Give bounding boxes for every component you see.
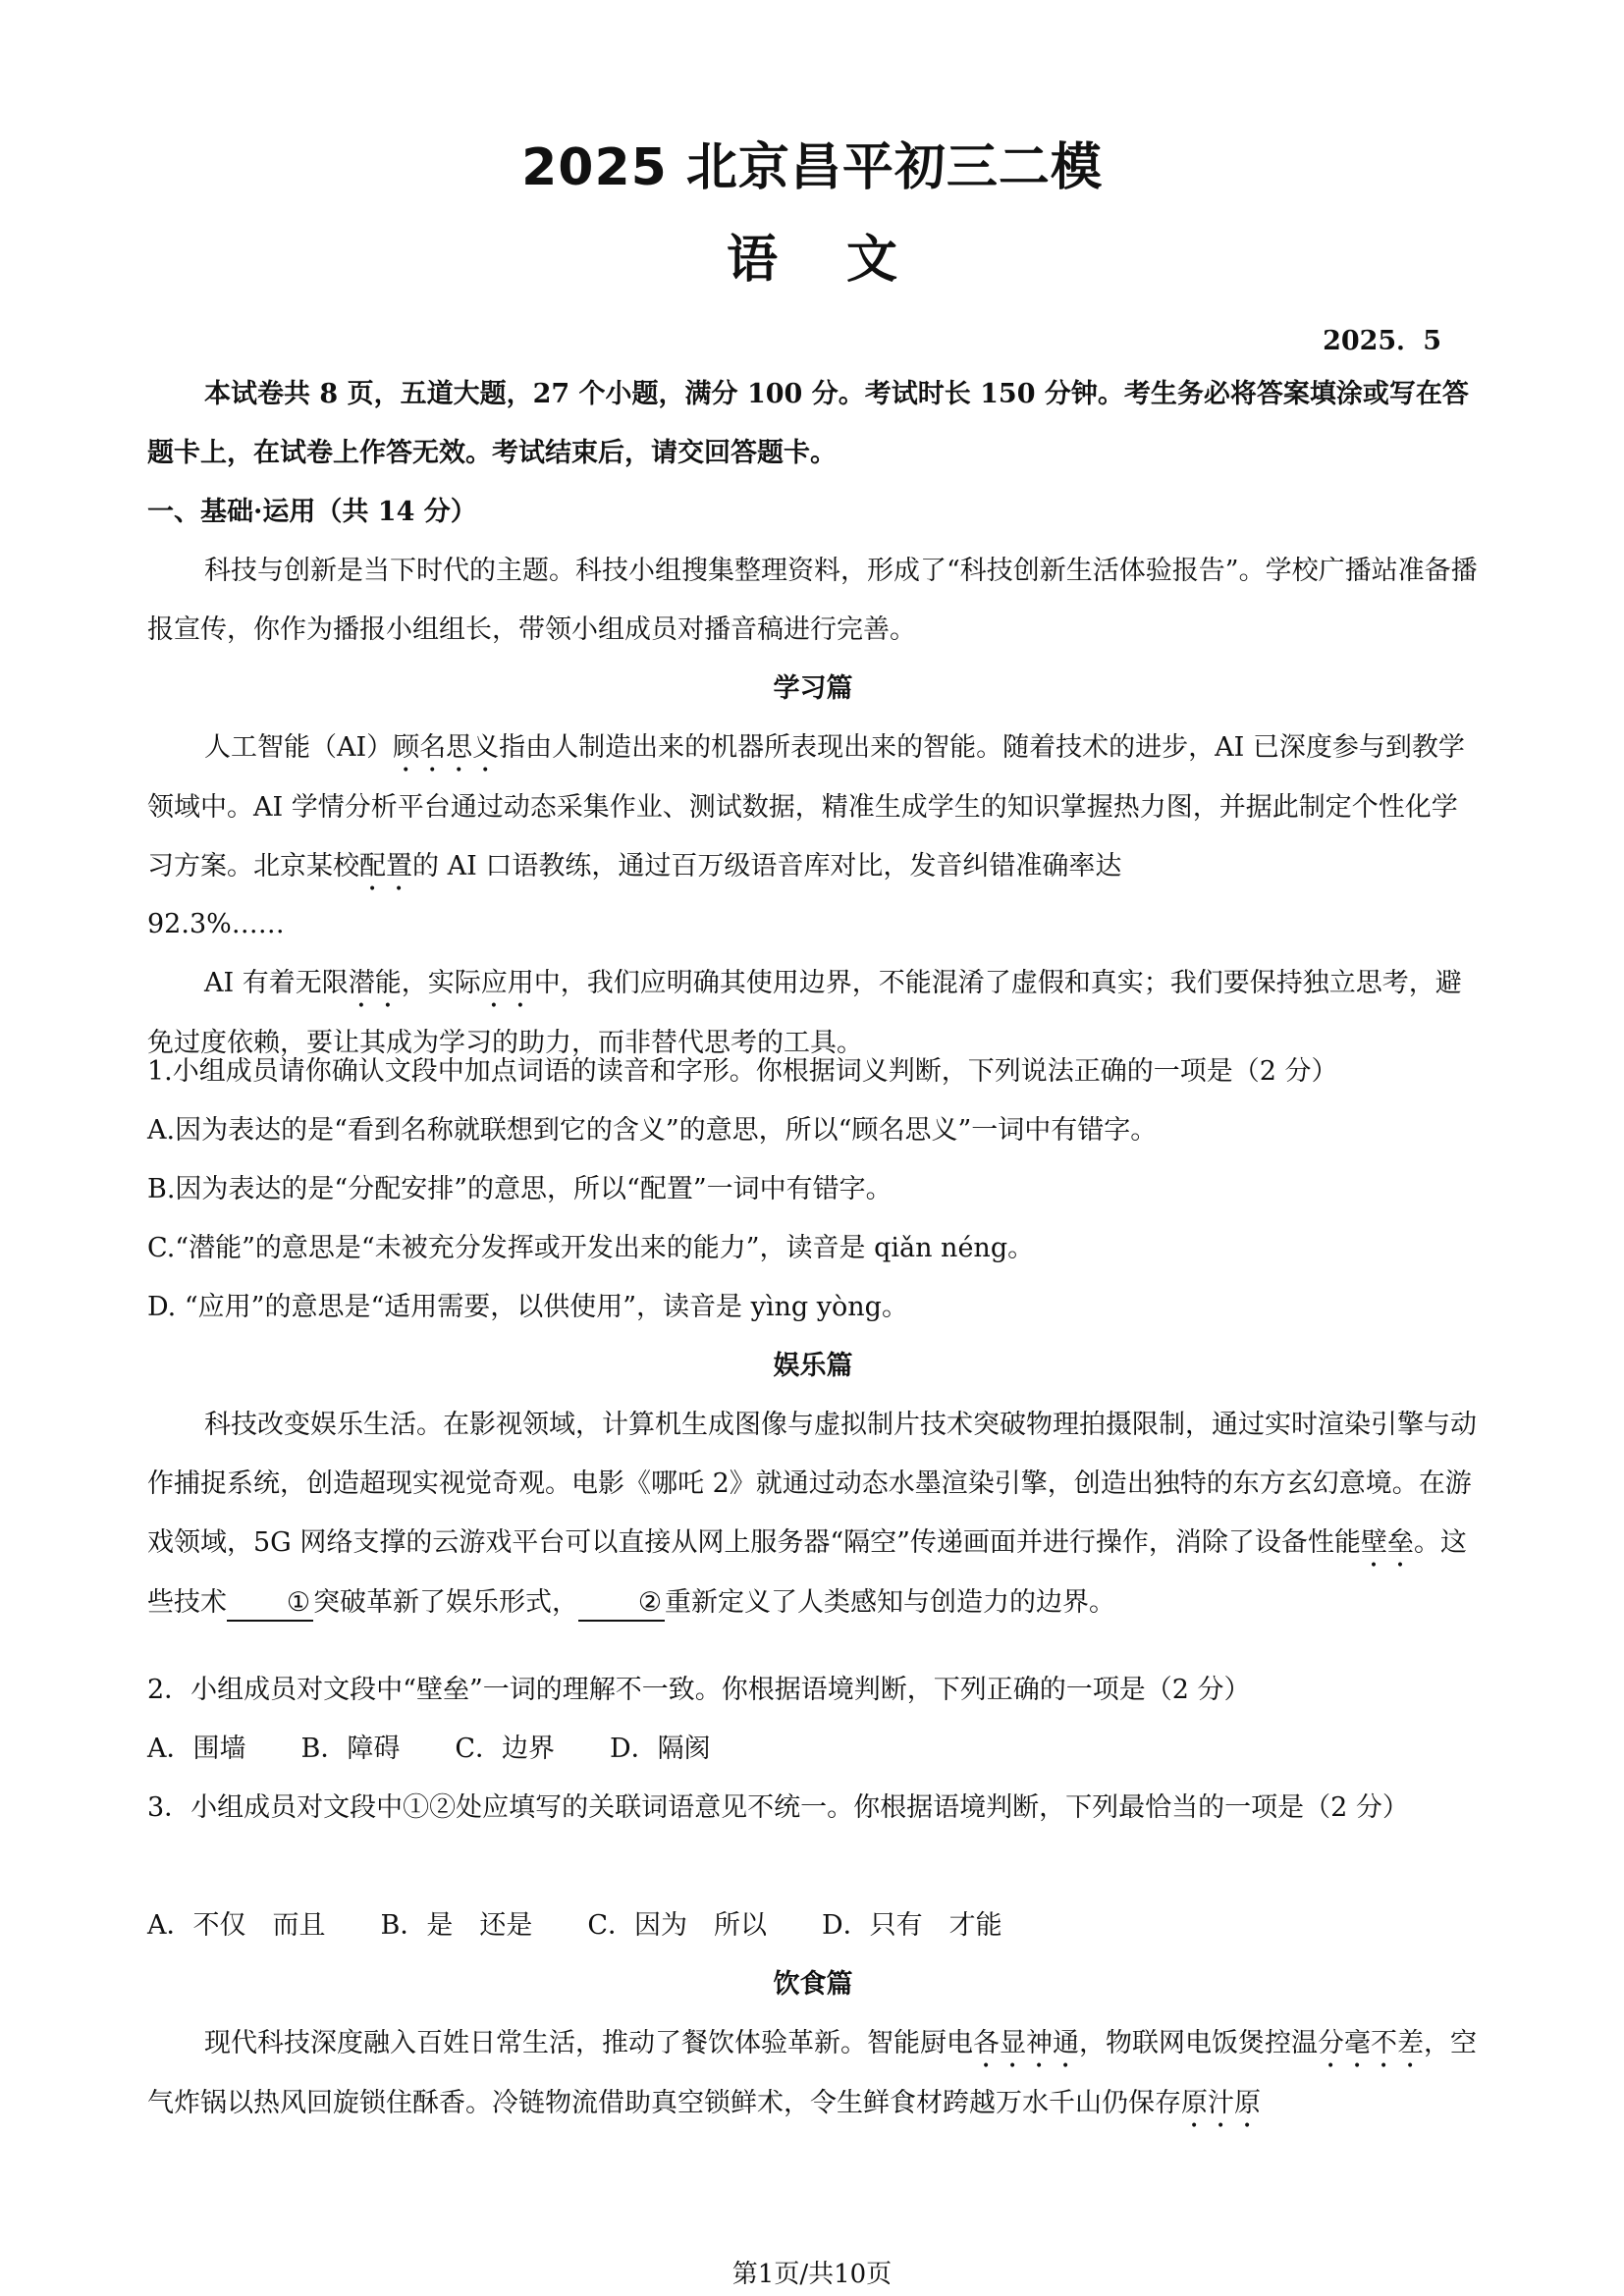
question-2-option-a: A．围墙 [147,1734,246,1764]
question-3-option-b: B．是 还是 [380,1910,533,1941]
question-2-option-d: D．隔阂 [610,1734,711,1764]
question-1-stem: 1.小组成员请你确认文段中加点词语的读音和字形。你根据词义判断，下列说法正确的一项是（2 分） [147,1056,1338,1087]
question-3-stem: 3．小组成员对文段中①②处应填写的关联词语意见不统一。你根据语境判断，下列最恰当的一项是（2 分） [147,1792,1409,1823]
dotted-word: 壁垒 [1360,1527,1414,1558]
question-3-options [147,1896,1057,1955]
dotted-word: 原汁原 [1181,2088,1261,2118]
blank-2: ② [578,1586,665,1622]
question-3-option-a: A．不仅 而且 [147,1910,326,1941]
entertainment-paragraph: 科技改变娱乐生活。在影视领域，计算机生成图像与虚拟制片技术突破物理拍摄限制，通过实时渲染引擎与动作捕捉系统，创造超现实视觉奇观。电影《哪吒 2》就通过动态水墨渲染引擎，创造出独特的东方玄幻意境。在游戏领域，5G 网络支撑的云游戏平台可以直接从网上服务器“隔空”传递画面并进行操作，消除了设备性能壁垒。这些技术 ① 突破革新了娱乐形式， ② 重新定义了人类感知与创造力的边界。 [147,1396,1479,1632]
section-intro: 科技与创新是当下时代的主题。科技小组搜集整理资料，形成了“科技创新生活体验报告”。学校广播站准备播报宣传，你作为播报小组组长，带领小组成员对播音稿进行完善。 [147,556,1478,645]
dotted-word: 应用 [480,968,534,998]
question-2-option-b: B．障碍 [300,1734,401,1764]
diet-heading: 饮食篇 [773,1969,853,2000]
subject-title: 语文 [726,231,966,290]
study-paragraph-1: 人工智能（AI）顾名思义指由人制造出来的机器所表现出来的智能。随着技术的进步，AI 已深度参与到教学领域中。AI 学情分析平台通过动态采集作业、测试数据，精准生成学生的知识掌握热力图，并据此制定个性化学习方案。北京某校配置的 AI 口语教练，通过百万级语音库对比，发音纠错准确率达 [147,732,1465,881]
question-2-stem: 2．小组成员对文段中“壁垒”一词的理解不一致。你根据语境判断，下列正确的一项是（2 分） [147,1675,1251,1705]
question-1-option-a: A.因为表达的是“看到名称就联想到它的含义”的意思，所以“顾名思义”一词中有错字。 [147,1115,1158,1146]
entertainment-heading: 娱乐篇 [773,1351,853,1381]
question-1-option-d: D. “应用”的意思是“适用需要，以供使用”，读音是 yìng yòng。 [147,1292,908,1322]
page-title: 2025 北京昌平初三二模 [521,138,1103,197]
question-1-option-b: B.因为表达的是“分配安排”的意思，所以“配置”一词中有错字。 [147,1174,893,1204]
dotted-word: 配置 [359,851,412,881]
exam-instructions: 本试卷共 8 页，五道大题，27 个小题，满分 100 分。考试时长 150 分钟。考生务必将答案填涂或写在答题卡上，在试卷上作答无效。考试结束后，请交回答题卡。 [147,379,1469,468]
question-2-option-c: C．边界 [455,1734,556,1764]
study-paragraph-1-end: 92.3%…… [147,909,285,939]
question-1-option-c: C.“潜能”的意思是“未被充分发挥或开发出来的能力”，读音是 qiǎn néng。 [147,1233,1035,1263]
question-3-option-c: C．因为 所以 [587,1910,768,1941]
dotted-word: 顾名思义 [393,732,500,763]
study-heading: 学习篇 [773,673,853,704]
question-3-option-d: D．只有 才能 [822,1910,1002,1941]
exam-date: 2025．5 [1323,326,1441,356]
dotted-word: 潜能 [348,968,402,998]
section-heading: 一、基础·运用（共 14 分） [147,497,477,527]
blank-1: ① [227,1586,313,1622]
diet-paragraph: 现代科技深度融入百姓日常生活，推动了餐饮体验革新。智能厨电各显神通，物联网电饭煲控温分毫不差，空气炸锅以热风回旋锁住酥香。冷链物流借助真空锁鲜术，令生鲜食材跨越万水千山仍保存原汁原 [147,2028,1477,2118]
question-2-options [147,1720,766,1779]
study-paragraph-2: AI 有着无限潜能，实际应用中，我们应明确其使用边界，不能混淆了虚假和真实；我们要保持独立思考，避免过度依赖，要让其成为学习的助力，而非替代思考的工具。 [147,968,1462,1058]
dotted-word: 各显神通 [973,2028,1079,2058]
dotted-word: 分毫不差 [1318,2028,1424,2058]
page-number: 第1页/共10页 [731,2260,893,2289]
